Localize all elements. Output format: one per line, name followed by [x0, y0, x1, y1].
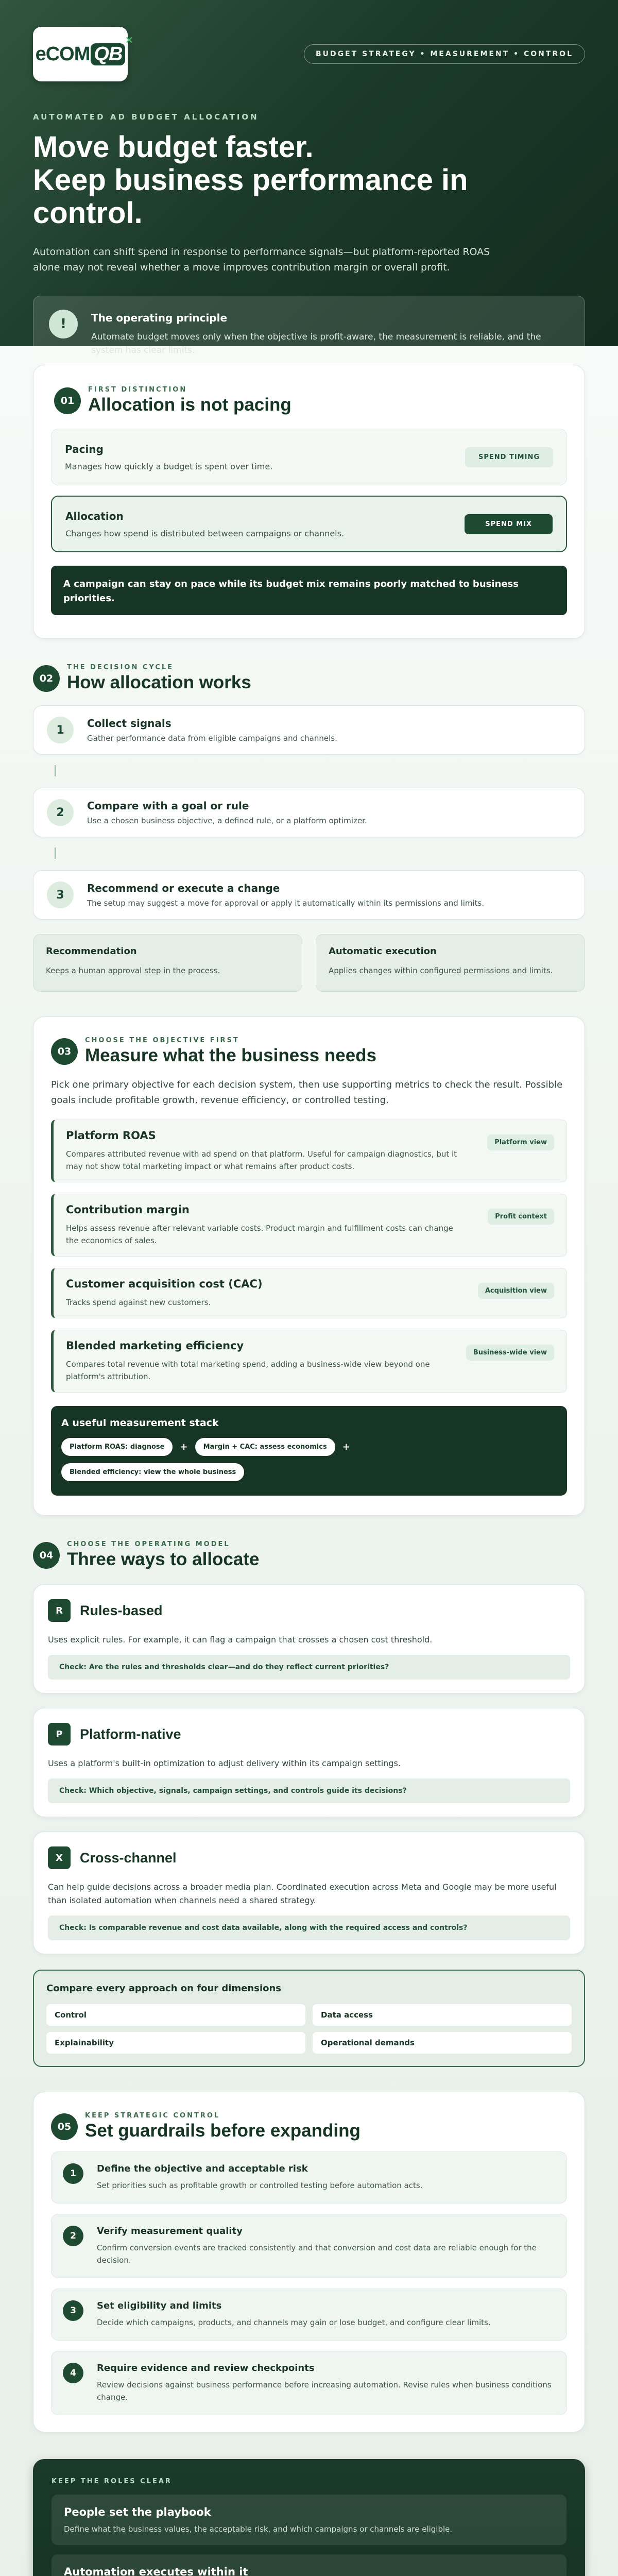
metric-tag: Platform view: [487, 1134, 554, 1150]
approach-text: Uses a platform's built-in optimization to adjust delivery within its campaign settings.: [48, 1758, 401, 1768]
metric-text: Tracks spend against new customers.: [66, 1298, 211, 1307]
role-card: [52, 2554, 566, 2576]
measurement-stack: [51, 1406, 567, 1496]
step-number: 2: [47, 799, 74, 826]
row-title: Pacing: [65, 443, 104, 455]
approach-check: Check: Is comparable revenue and cost data available, along with the required access and controls?: [48, 1916, 570, 1940]
exclamation-icon: !: [49, 310, 78, 338]
roles-eyebrow: KEEP THE ROLES CLEAR: [52, 2478, 172, 2485]
section-number: 05: [51, 2113, 78, 2140]
guardrail-title: Require evidence and review checkpoints: [97, 2363, 315, 2374]
section-eyebrow: KEEP STRATEGIC CONTROL: [85, 2112, 220, 2120]
section-number: 03: [51, 1038, 78, 1065]
step-body: [87, 800, 367, 825]
hero-eyebrow: AUTOMATED AD BUDGET ALLOCATION: [33, 112, 259, 122]
section-guardrails: [33, 2092, 585, 2432]
metric-body: [66, 1129, 468, 1173]
section-eyebrow: CHOOSE THE OPERATING MODEL: [67, 1540, 230, 1548]
section-header-text: [67, 1540, 259, 1570]
guardrail-title: Set eligibility and limits: [97, 2300, 222, 2311]
logo-text-b: QB: [91, 43, 125, 65]
stack-pill: Platform ROAS: diagnose: [61, 1438, 173, 1456]
step-card: [33, 870, 585, 920]
section-allocation-vs-pacing: [33, 365, 585, 639]
section-measure: [33, 1016, 585, 1516]
section-eyebrow: THE DECISION CYCLE: [67, 664, 174, 671]
approach-header: [48, 1723, 570, 1745]
compare-cell: Explainability: [46, 2032, 305, 2054]
role-title: Automation executes within it: [64, 2566, 248, 2576]
spend-timing-tag: SPEND TIMING: [465, 447, 553, 467]
metric-body: [66, 1340, 466, 1383]
step-card: [33, 788, 585, 837]
compare-dimensions: [33, 1970, 585, 2067]
operating-principle-card: [33, 296, 585, 372]
logo[interactable]: [33, 27, 133, 81]
approach-check: Check: Which objective, signals, campaign settings, and controls guide its decisions?: [48, 1778, 570, 1803]
stack-title: A useful measurement stack: [61, 1417, 219, 1429]
hero-title-line: control.: [33, 196, 143, 230]
approach-rules-based: [33, 1584, 585, 1693]
step-title: Recommend or execute a change: [87, 882, 280, 894]
mode-title: Recommendation: [46, 946, 137, 957]
allocation-row-body: [65, 510, 344, 538]
section-number: 02: [33, 665, 60, 692]
step-text: Use a chosen business objective, a defined rule, or a platform optimizer.: [87, 816, 367, 825]
guardrail-item: [51, 2289, 567, 2341]
metric-tag: Business-wide view: [466, 1345, 554, 1361]
section-operating-model: [33, 1540, 585, 2067]
execution-modes: [33, 934, 585, 992]
guardrail-item: [51, 2214, 567, 2278]
approach-badge-icon: X: [48, 1846, 71, 1869]
compare-cell: Data access: [313, 2004, 572, 2026]
guardrail-item: [51, 2151, 567, 2204]
recommendation-card: [33, 934, 302, 992]
section-title: Allocation is not pacing: [88, 395, 291, 415]
principle-title: The operating principle: [91, 312, 228, 324]
stack-pills: [61, 1438, 422, 1481]
guardrail-body: [97, 2300, 491, 2329]
guardrail-text: Set priorities such as profitable growth or controlled testing before automation acts.: [97, 2181, 423, 2190]
metric-blended-efficiency: [51, 1330, 567, 1393]
step-connector: [55, 848, 56, 859]
approach-badge-icon: R: [48, 1599, 71, 1622]
approach-title: Cross-channel: [80, 1850, 177, 1866]
hero-top-bar: [33, 27, 585, 81]
metric-body: [66, 1204, 468, 1247]
pacing-callout: A campaign can stay on pace while its budget mix remains poorly matched to business priorities.: [51, 566, 567, 615]
guardrail-body: [97, 2226, 555, 2266]
step-card: [33, 705, 585, 755]
compare-title: Compare every approach on four dimensions: [46, 1983, 282, 1994]
approach-header: [48, 1599, 570, 1622]
section-eyebrow: CHOOSE THE OBJECTIVE FIRST: [85, 1037, 239, 1044]
step-text: The setup may suggest a move for approval or apply it automatically within its permissions and limits.: [87, 899, 485, 908]
metric-contribution-margin: [51, 1194, 567, 1257]
section-header-text: [67, 664, 251, 693]
logo-spark-icon: ✕: [125, 35, 133, 45]
metric-title: Customer acquisition cost (CAC): [66, 1278, 263, 1290]
guardrail-text: Confirm conversion events are tracked consistently and that conversion and cost data are reliable enough for the decision.: [97, 2243, 537, 2265]
guardrail-number: 3: [63, 2300, 83, 2321]
metric-title: Blended marketing efficiency: [66, 1340, 244, 1352]
guardrail-text: Decide which campaigns, products, and channels may gain or lose budget, and configure clear limits.: [97, 2318, 491, 2327]
step-body: [87, 717, 337, 743]
metric-platform-roas: [51, 1120, 567, 1182]
section-eyebrow: FIRST DISTINCTION: [88, 386, 187, 394]
logo-text-a: eCOM: [35, 43, 90, 65]
hero-title: [33, 131, 585, 230]
approach-cross-channel: [33, 1832, 585, 1954]
section-header-text: [85, 2112, 360, 2141]
section-intro: Pick one primary objective for each decision system, then use supporting metrics to check the result. Possible goals include profitable growth, revenue efficiency, or controlled testing.: [51, 1079, 563, 1106]
section-number: 04: [33, 1542, 60, 1569]
row-text: Changes how spend is distributed between campaigns or channels.: [65, 528, 345, 538]
section-decision-cycle: [33, 664, 585, 992]
mode-text: Applies changes within configured permissions and limits.: [329, 966, 553, 975]
guardrail-body: [97, 2363, 555, 2403]
section-header-text: [88, 386, 291, 415]
metric-title: Contribution margin: [66, 1204, 190, 1216]
approach-badge-icon: P: [48, 1723, 71, 1745]
role-title: People set the playbook: [64, 2506, 211, 2518]
metric-body: [66, 1278, 263, 1309]
plus-icon: +: [342, 1442, 350, 1452]
spend-mix-tag: SPEND MIX: [465, 514, 553, 534]
metric-cac: [51, 1268, 567, 1318]
row-title: Allocation: [65, 510, 124, 522]
metric-text: Compares attributed revenue with ad spend on that platform. Useful for campaign diagnostics, but it may not show total marketing impact or what remains after product costs.: [66, 1149, 457, 1171]
hero-title-line: Keep business performance in: [33, 163, 468, 197]
step-text: Gather performance data from eligible campaigns and channels.: [87, 734, 337, 743]
step-number: 1: [47, 717, 74, 743]
guardrail-item: [51, 2351, 567, 2415]
step-title: Collect signals: [87, 717, 171, 730]
section-title: Three ways to allocate: [67, 1549, 260, 1569]
mode-title: Automatic execution: [329, 946, 437, 957]
approach-title: Rules-based: [80, 1602, 163, 1618]
section-header-text: [85, 1037, 376, 1066]
approach-title: Platform-native: [80, 1726, 181, 1742]
metric-tag: Acquisition view: [478, 1283, 554, 1299]
logo-wordmark: [35, 35, 133, 65]
step-number: 3: [47, 882, 74, 908]
hero-subtitle: Automation can shift spend in response to performance signals—but platform-reported ROAS alone may not reveal whether a move improves contribution margin or overall profit.: [33, 246, 490, 273]
section-header: [54, 386, 567, 415]
section-title: Set guardrails before expanding: [85, 2121, 360, 2141]
principle-body: [91, 310, 555, 358]
approach-text: Uses explicit rules. For example, it can flag a campaign that crosses a chosen cost threshold.: [48, 1635, 433, 1645]
guardrail-body: [97, 2163, 423, 2192]
mode-text: Keeps a human approval step in the process.: [46, 966, 220, 975]
row-text: Manages how quickly a budget is spent over time.: [65, 461, 273, 471]
principle-text: Automate budget moves only when the objective is profit-aware, the measurement is reliable, and the system has clear limits.: [91, 332, 541, 355]
stack-pill: Margin + CAC: assess economics: [195, 1438, 335, 1456]
guardrail-number: 4: [63, 2363, 83, 2383]
step-body: [87, 882, 484, 908]
section-header: [33, 1540, 585, 1570]
pacing-row-body: [65, 443, 272, 471]
stack-pill: Blended efficiency: view the whole business: [61, 1463, 244, 1481]
section-header: [51, 1037, 567, 1066]
role-text: Define what the business values, the acceptable risk, and which campaigns or channels are eligible.: [64, 2524, 453, 2534]
metric-title: Platform ROAS: [66, 1129, 156, 1142]
metric-text: Compares total revenue with total marketing spend, adding a business-wide view beyond one platform's attribution.: [66, 1360, 430, 1381]
hero-title-line: Move budget faster.: [33, 130, 314, 164]
metric-tag: Profit context: [488, 1209, 554, 1225]
approach-header: [48, 1846, 570, 1869]
guardrail-number: 1: [63, 2163, 83, 2184]
role-card: [52, 2495, 566, 2545]
compare-cell: Operational demands: [313, 2032, 572, 2054]
section-header: [33, 664, 585, 693]
main-content: [0, 346, 618, 2576]
step-title: Compare with a goal or rule: [87, 800, 249, 812]
step-connector: [55, 765, 56, 776]
section-title: How allocation works: [67, 672, 251, 692]
compare-cell: Control: [46, 2004, 305, 2026]
guardrail-text: Review decisions against business performance before increasing automation. Revise rules when business conditions change.: [97, 2380, 552, 2402]
hero: [0, 0, 618, 355]
section-header: [51, 2112, 567, 2141]
metric-text: Helps assess revenue after relevant variable costs. Product margin and fulfillment costs can change the economics of sales.: [66, 1224, 453, 1245]
section-number: 01: [54, 387, 81, 414]
roles-panel: [33, 2459, 585, 2576]
guardrail-title: Verify measurement quality: [97, 2226, 243, 2236]
plus-icon: +: [180, 1442, 188, 1452]
topic-pill: BUDGET STRATEGY • MEASUREMENT • CONTROL: [304, 44, 585, 64]
compare-grid: [46, 2004, 572, 2054]
automatic-execution-card: [316, 934, 585, 992]
guardrail-title: Define the objective and acceptable risk: [97, 2163, 308, 2174]
approach-text: Can help guide decisions across a broader media plan. Coordinated execution across Meta and Google may be more useful than isolated automation when channels need a shared strategy.: [48, 1882, 557, 1905]
approach-check: Check: Are the rules and thresholds clear—and do they reflect current priorities?: [48, 1655, 570, 1680]
approach-platform-native: [33, 1708, 585, 1817]
guardrail-number: 2: [63, 2226, 83, 2246]
allocation-row: [51, 496, 567, 552]
pacing-row: [51, 429, 567, 485]
section-title: Measure what the business needs: [85, 1045, 377, 1065]
